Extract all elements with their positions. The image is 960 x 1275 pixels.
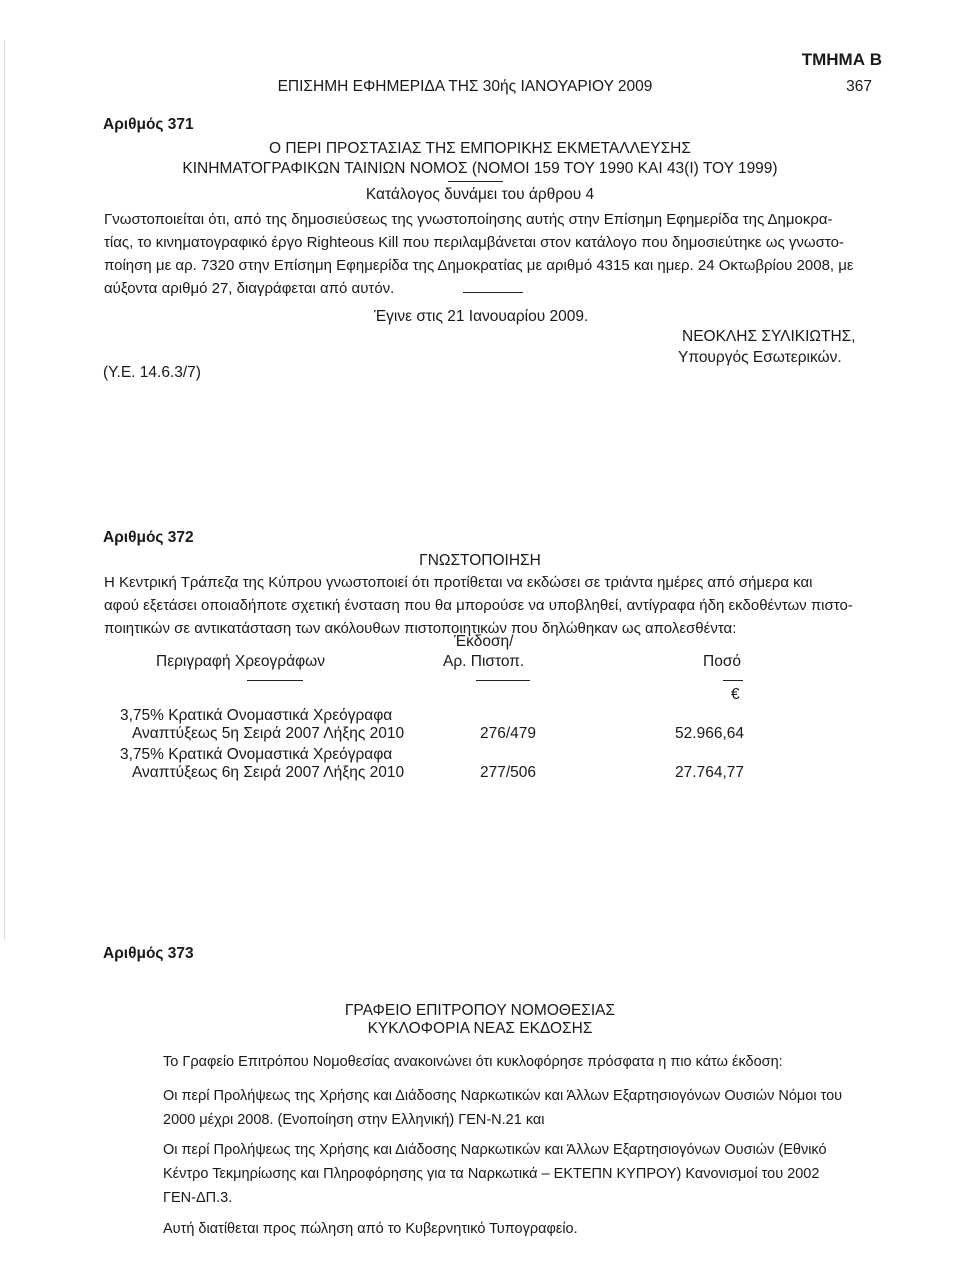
- item-line: Οι περί Προλήψεως της Χρήσης και Διάδοσης Ναρκωτικών και Άλλων Εξαρτησιογόνων Ουσιών (Εθνικό: [163, 1142, 827, 1158]
- body-line: ποίηση με αρ. 7320 στην Επίσημη Εφημερίδα της Δημοκρατίας με αριθμό 4315 και ημερ. 24 Οκτωβρίου 2008, με: [104, 257, 854, 274]
- notice-371-body: [104, 208, 876, 300]
- body-line: τίας, το κινηματογραφικό έργο Righteous Kill που περιλαμβάνεται στον κατάλογο που δημοσιεύτηκε ως γνωστο-: [104, 234, 844, 251]
- item-line: 2000 μέχρι 2008. (Ενοποίηση στην Ελληνική) ΓΕΝ-Ν.21 και: [163, 1112, 545, 1128]
- row-1-cert: 276/479: [480, 725, 537, 742]
- gazette-header: ΕΠΙΣΗΜΗ ΕΦΗΜΕΡΙΔΑ ΤΗΣ 30ής ΙΑΝΟΥΑΡΙΟΥ 2009: [277, 78, 653, 95]
- notice-371-number: Αριθμός 371: [103, 116, 194, 133]
- body-line: ποιητικών σε αντικατάσταση των ακόλουθων πιστοποιητικών που δηλώθηκαν ως απολεσθέντα:: [104, 620, 737, 637]
- body-line: αύξοντα αριθμό 27, διαγράφεται από αυτόν.: [104, 280, 395, 297]
- notice-371-title-line1: Ο ΠΕΡΙ ΠΡΟΣΤΑΣΙΑΣ ΤΗΣ ΕΜΠΟΡΙΚΗΣ ΕΚΜΕΤΑΛΛΕΥΣΗΣ: [269, 140, 691, 157]
- notice-372-body: [104, 571, 876, 640]
- notice-373-title-line2: ΚΥΚΛΟΦΟΡΙΑ ΝΕΑΣ ΕΚΔΟΣΗΣ: [367, 1020, 593, 1037]
- col-cert-header-line2: Αρ. Πιστοπ.: [443, 653, 525, 670]
- row-2-cert: 277/506: [480, 764, 537, 781]
- notice-372-number: Αριθμός 372: [103, 529, 194, 546]
- notice-373-closing: Αυτή διατίθεται προς πώληση από το Κυβερνητικό Τυπογραφείο.: [163, 1221, 578, 1237]
- row-1-description-line2: Αναπτύξεως 5η Σειρά 2007 Λήξης 2010: [132, 725, 405, 742]
- row-2-description-line1: 3,75% Κρατικά Ονομαστικά Χρεόγραφα: [120, 746, 393, 763]
- row-1-description-line1: 3,75% Κρατικά Ονομαστικά Χρεόγραφα: [120, 707, 393, 724]
- notice-371-title-line2: ΚΙΝΗΜΑΤΟΓΡΑΦΙΚΩΝ ΤΑΙΝΙΩΝ ΝΟΜΟΣ (ΝΟΜΟΙ 159 ΤΟΥ 1990 ΚΑΙ 43(Ι) ΤΟΥ 1999): [182, 160, 778, 177]
- signatory-title: Υπουργός Εσωτερικών.: [678, 349, 842, 366]
- row-1-amount: 52.966,64: [675, 725, 744, 742]
- notice-373-item2: [163, 1138, 836, 1210]
- item-line: ΓΕΝ-ΔΠ.3.: [163, 1190, 233, 1206]
- body-line: Γνωστοποιείται ότι, από της δημοσιεύσεως της γνωστοποίησης αυτής στην Επίσημη Εφημερίδα της Δημοκρα-: [104, 211, 833, 228]
- col-amount-header: Ποσό: [703, 653, 742, 670]
- header-underline: [723, 680, 743, 681]
- notice-373-intro: Το Γραφείο Επιτρόπου Νομοθεσίας ανακοινώνει ότι κυκλοφόρησε πρόσφατα η πιο κάτω έκδοση:: [163, 1054, 783, 1070]
- header-underline: [247, 680, 303, 681]
- page-number: 367: [846, 78, 872, 95]
- col-description-header: Περιγραφή Χρεογράφων: [156, 653, 325, 670]
- header-underline: [476, 680, 530, 681]
- row-2-description-line2: Αναπτύξεως 6η Σειρά 2007 Λήξης 2010: [132, 764, 405, 781]
- col-cert-header-line1: Έκδοση/: [454, 633, 514, 650]
- currency-symbol: €: [731, 686, 740, 703]
- signatory-name: ΝΕΟΚΛΗΣ ΣΥΛΙΚΙΩΤΗΣ,: [682, 328, 856, 345]
- notice-371-date: Έγινε στις 21 Ιανουαρίου 2009.: [374, 308, 589, 325]
- reference-number: (Υ.Ε. 14.6.3/7): [103, 364, 201, 381]
- title-divider: [448, 181, 503, 182]
- body-line: αφού εξετάσει οποιαδήποτε σχετική ένσταση που θα μπορούσε να υποβληθεί, αντίγραφα ήδη εκδοθέντων πιστο-: [104, 597, 853, 614]
- body-line: Η Κεντρική Τράπεζα της Κύπρου γνωστοποιεί ότι προτίθεται να εκδώσει σε τριάντα ημέρες από σήμερα και: [104, 574, 813, 591]
- section-divider: [463, 292, 523, 293]
- row-2-amount: 27.764,77: [675, 764, 744, 781]
- section-label: ΤΜΗΜΑ Β: [801, 50, 882, 69]
- notice-373-title-line1: ΓΡΑΦΕΙΟ ΕΠΙΤΡΟΠΟΥ ΝΟΜΟΘΕΣΙΑΣ: [344, 1002, 616, 1019]
- notice-373-number: Αριθμός 373: [103, 945, 194, 962]
- notice-371-subtitle: Κατάλογος δυνάμει του άρθρου 4: [365, 186, 595, 203]
- notice-372-title: ΓΝΩΣΤΟΠΟΙΗΣΗ: [419, 552, 541, 569]
- notice-373-item1: [163, 1084, 843, 1132]
- item-line: Οι περί Προλήψεως της Χρήσης και Διάδοσης Ναρκωτικών και Άλλων Εξαρτησιογόνων Ουσιών Νόμοι του: [163, 1088, 843, 1104]
- item-line: Κέντρο Τεκμηρίωσης και Πληροφόρησης για τα Ναρκωτικά – ΕΚΤΕΠΝ ΚΥΠΡΟΥ) Κανονισμοί του 2002: [163, 1166, 820, 1182]
